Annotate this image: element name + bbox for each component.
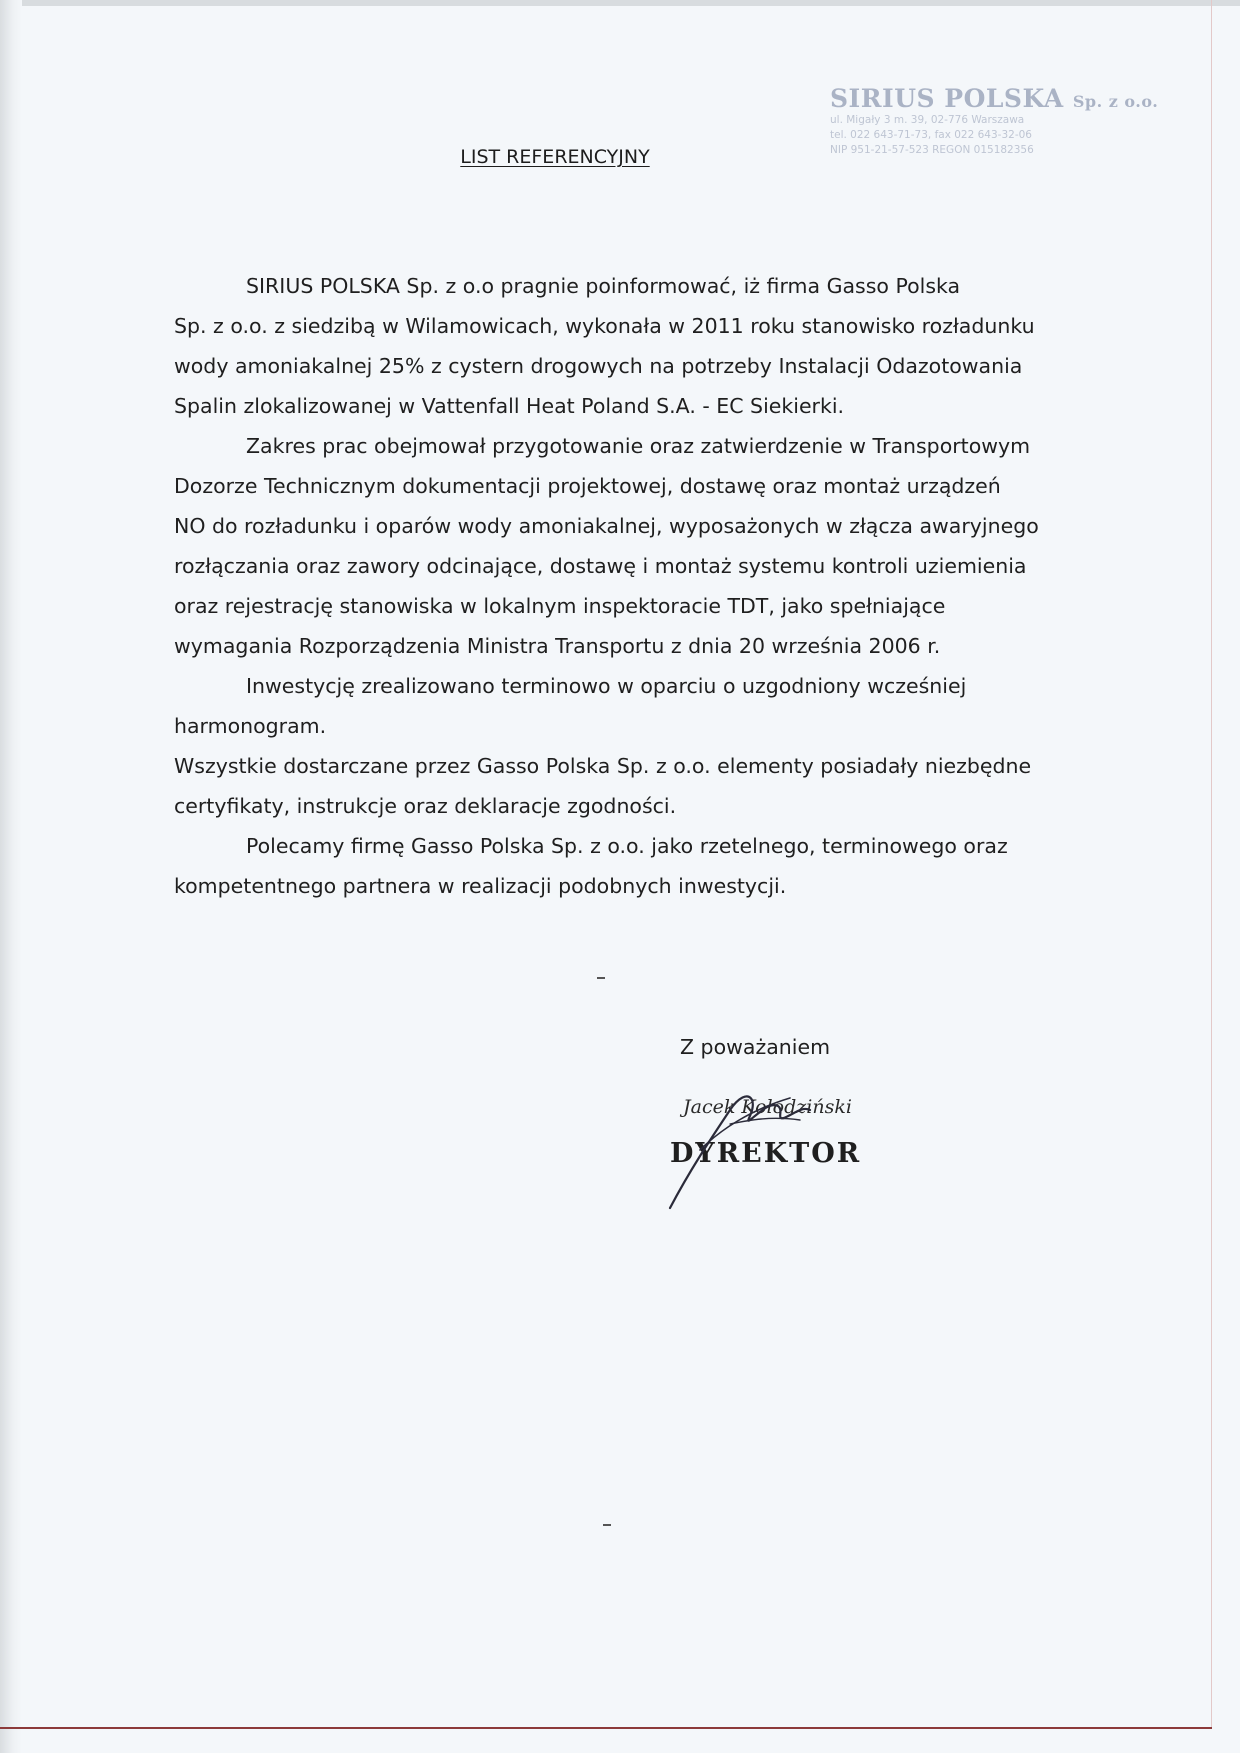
letter-body [174,266,1094,906]
paragraph-4 [174,746,1094,826]
paragraph-line: rozłączania oraz zawory odcinające, dostawę i montaż systemu kontroli uziemienia [174,554,1027,578]
paragraph-5 [174,826,1094,906]
stamp-phone-line: tel. 022 643-71-73, fax 022 643-32-06 [830,129,1032,141]
document-title [0,146,1240,168]
scan-speck [597,977,605,979]
paragraph-line: harmonogram. [174,714,327,738]
paragraph-3 [174,666,1094,746]
scan-speck [603,1524,611,1526]
paragraph-line: Zakres prac obejmował przygotowanie oraz zatwierdzenie w Transportowym [246,434,1031,458]
stamp-company-suffix: Sp. z o.o. [1072,92,1159,111]
paragraph-line: Spalin zlokalizowanej w Vattenfall Heat Poland S.A. - EC Siekierki. [174,394,845,418]
scan-edge-bottom [0,1727,1212,1729]
paragraph-line: kompetentnego partnera w realizacji podobnych inwestycji. [174,874,787,898]
stamp-address-line: ul. Migały 3 m. 39, 02-776 Warszawa [830,114,1025,126]
signer-name: Jacek Kołodziński [683,1096,852,1118]
scan-edge-top [0,0,1240,6]
paragraph-line: Dozorze Technicznym dokumentacji projektowej, dostawę oraz montaż urządzeń [174,474,1001,498]
paragraph-line: Polecamy firmę Gasso Polska Sp. z o.o. jako rzetelnego, terminowego oraz [246,834,1008,858]
closing-greeting: Z poważaniem [680,1035,831,1059]
paragraph-line: wody amoniakalnej 25% z cystern drogowych na potrzeby Instalacji Odazotowania [174,354,1023,378]
paragraph-line: wymagania Rozporządzenia Ministra Transportu z dnia 20 września 2006 r. [174,634,941,658]
paragraph-line: Wszystkie dostarczane przez Gasso Polska Sp. z o.o. elementy posiadały niezbędne [174,754,1032,778]
handwritten-signature-icon [660,1080,860,1210]
signer-role: DYREKTOR [670,1138,862,1169]
stamp-registry-line: NIP 951-21-57-523 REGON 015182356 [830,144,1034,156]
document-title-text: LIST REFERENCYJNY [460,146,650,168]
scan-edge-right [1211,0,1212,1729]
paragraph-2 [174,426,1094,666]
paragraph-1 [174,266,1094,426]
paragraph-line: Inwestycję zrealizowano terminowo w oparciu o uzgodniony wcześniej [246,674,967,698]
paragraph-line: certyfikaty, instrukcje oraz deklaracje zgodności. [174,794,677,818]
paragraph-line: Sp. z o.o. z siedzibą w Wilamowicach, wykonała w 2011 roku stanowisko rozładunku [174,314,1035,338]
paragraph-line: SIRIUS POLSKA Sp. z o.o pragnie poinformować, iż firma Gasso Polska [246,274,961,298]
scan-edge-left [0,0,22,1753]
paragraph-line: NO do rozładunku i oparów wody amoniakalnej, wyposażonych w złącza awaryjnego [174,514,1039,538]
stamp-company: SIRIUS POLSKA [830,84,1064,113]
stamp-company-name [830,84,1159,113]
paragraph-line: oraz rejestrację stanowiska w lokalnym inspektoracie TDT, jako spełniające [174,594,946,618]
